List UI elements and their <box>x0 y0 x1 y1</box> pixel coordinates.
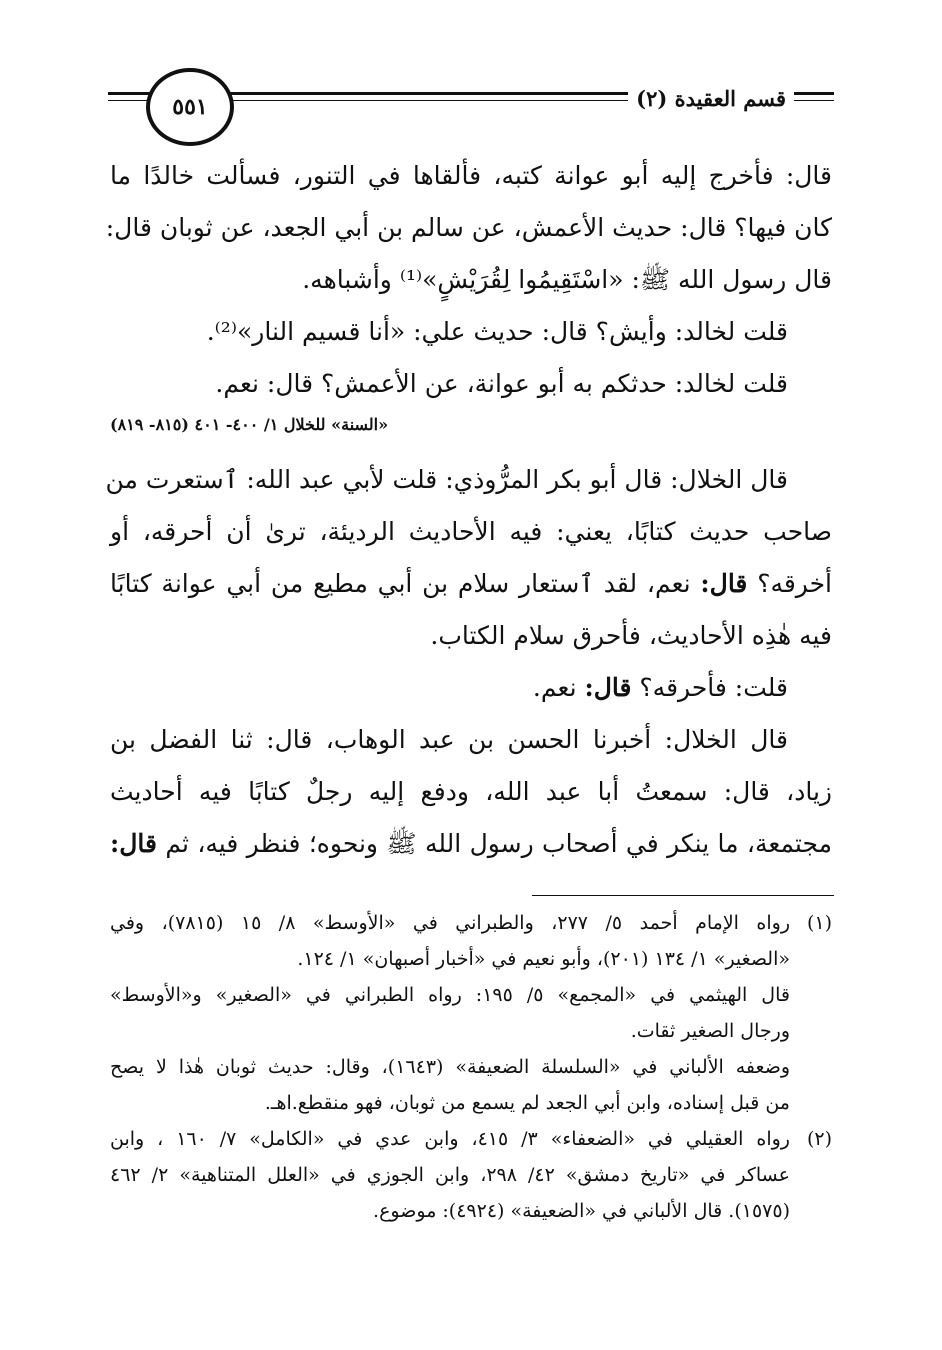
footnote-number: (٢) <box>806 1128 832 1150</box>
text-line: قال الخلال: قال أبو بكر المرُّوذي: قلت لأبي عبد الله: ٱستعرت من <box>105 465 788 494</box>
text-segment: نعم. <box>532 673 577 702</box>
text-segment: مجتمعة، ما ينكر في أصحاب رسول الله ﷺ ونحوه؛ فنظر فيه، ثم <box>165 829 832 858</box>
text-line: قال الخلال: أخبرنا الحسن بن عبد الوهاب، قال: ثنا الفضل بن <box>110 725 788 754</box>
text-line: فيه هٰذِه الأحاديث، فأحرق سلام الكتاب. <box>430 621 832 650</box>
text-line: صاحب حديث كتابًا، يعني: فيه الأحاديث الرديئة، ترىٰ أن أحرقه، أو <box>110 517 832 546</box>
footnote-line: رواه العقيلي في «الضعفاء» ٣/ ٤١٥، وابن عدي في «الكامل» ٧/ ١٦٠ ، وابن <box>110 1128 790 1150</box>
page-header <box>108 62 834 142</box>
footnote-line: ورجال الصغير ثقات. <box>630 1020 790 1042</box>
text-segment: قلت: فأحرقه؟ <box>639 673 788 702</box>
text-line <box>110 662 832 714</box>
page-number: ٥٥١ <box>146 68 234 146</box>
footnote-2 <box>110 1121 832 1229</box>
footnote-number: (١) <box>806 912 832 934</box>
main-text <box>105 150 833 870</box>
bold-qala: قال: <box>700 569 748 598</box>
source-citation: «السنة» للخلال ١/ ٤٠٠- ٤٠١ (٨١٥- ٨١٩) <box>110 415 389 434</box>
footnotes <box>110 905 832 1229</box>
footnote-line: «الصغير» ١/ ١٣٤ (٢٠١)، وأبو نعيم في «أخبار أصبهان» ١/ ١٢٤. <box>297 948 790 970</box>
text-line <box>110 558 832 610</box>
bold-qala: قال: <box>110 829 157 858</box>
text-line: قلت لخالد: وأيش؟ قال: حديث علي: «أنا قسيم النار»⁽²⁾. <box>206 317 788 346</box>
text-segment: نعم، لقد ٱستعار سلام بن أبي مطيع من أبي عوانة كتابًا <box>110 569 691 598</box>
footnote-line: وضعفه الألباني في «السلسلة الضعيفة» (١٦٤٣)، وقال: حديث ثوبان هٰذا لا يصح <box>110 1056 790 1078</box>
footnote-separator <box>532 895 834 896</box>
section-title: قسم العقيدة (٢) <box>628 86 794 111</box>
text-line: كان فيها؟ قال: حديث الأعمش، عن سالم بن أبي الجعد، عن ثوبان قال: <box>105 213 832 242</box>
text-line <box>110 818 832 870</box>
footnote-line: رواه الإمام أحمد ٥/ ٢٧٧، والطبراني في «الأوسط» ٨/ ١٥ (٧٨١٥)، وفي <box>110 912 791 934</box>
footnote-body <box>110 1121 790 1229</box>
footnote-body <box>110 905 790 1121</box>
footnote-line: قال الهيثمي في «المجمع» ٥/ ١٩٥: رواه الطبراني في «الصغير» و«الأوسط» <box>110 984 790 1006</box>
text-line: قال رسول الله ﷺ: «اسْتَقِيمُوا لِقُرَيْشٍ»⁽¹⁾ وأشباهه. <box>302 265 832 294</box>
footnote-line: (١٥٧٥). قال الألباني في «الضعيفة» (٤٩٢٤): موضوع. <box>373 1200 790 1222</box>
text-line: قال: فأخرج إليه أبو عوانة كتبه، فألقاها في التنور، فسألت خالدًا ما <box>110 161 832 190</box>
text-line: قلت لخالد: حدثكم به أبو عوانة، عن الأعمش؟ قال: نعم. <box>215 369 788 398</box>
text-segment: أخرقه؟ <box>757 569 833 598</box>
footnote-line: من قبل إسناده، وابن أبي الجعد لم يسمع من ثوبان، فهو منقطع.اهـ. <box>264 1092 790 1114</box>
bold-qala: قال: <box>584 673 632 702</box>
footnote-line: عساكر في «تاريخ دمشق» ٤٢/ ٢٩٨، وابن الجوزي في «العلل المتناهية» ٢/ ٤٦٢ <box>110 1164 790 1186</box>
text-line: زياد، قال: سمعتُ أبا عبد الله، ودفع إليه رجلٌ كتابًا فيه أحاديث <box>110 777 833 806</box>
footnote-1 <box>110 905 832 1121</box>
